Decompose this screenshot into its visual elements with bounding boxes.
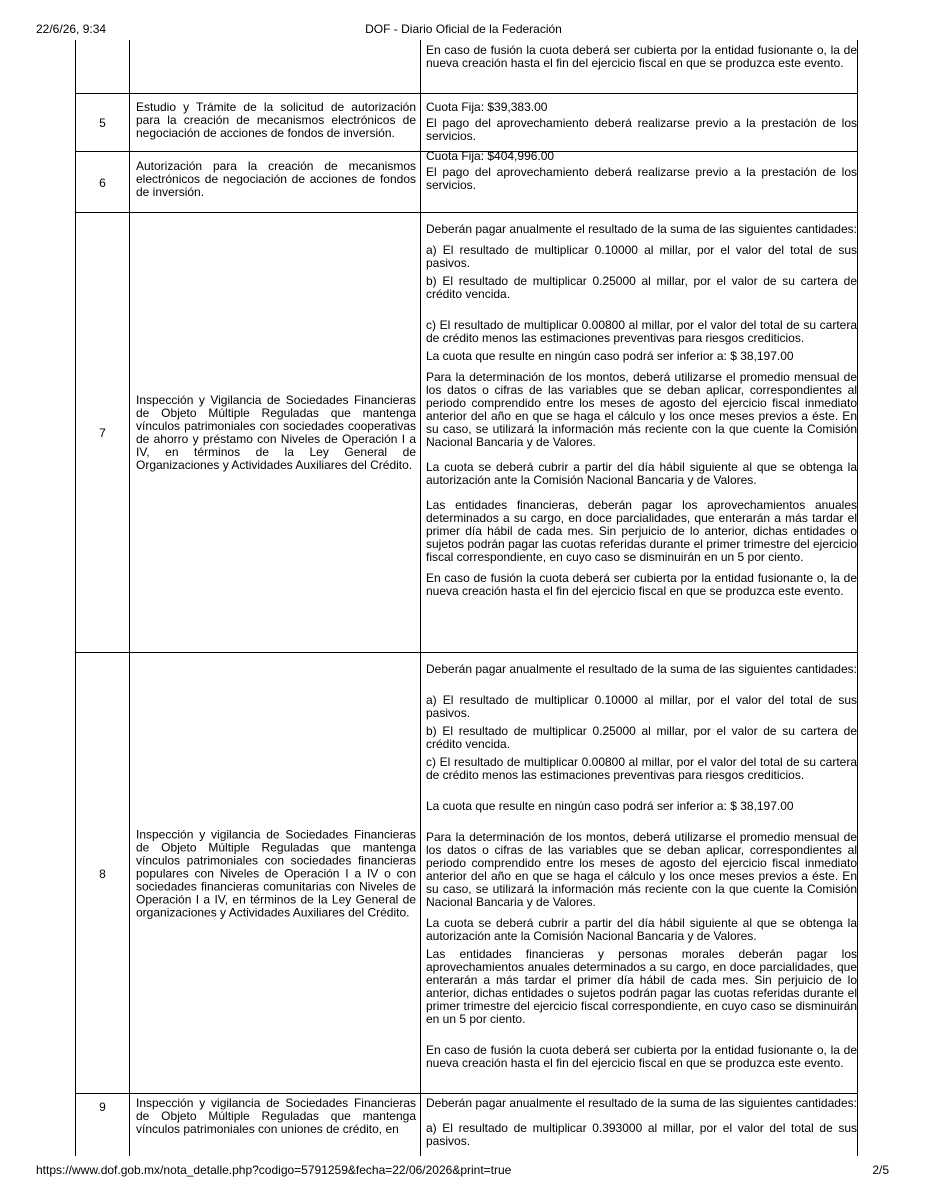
concept-cell (129, 1094, 421, 1156)
concept-text: Estudio y Trámite de la solicitud de autorización para la creación de mecanismos electrónicos de negociación de acciones de fondos de inversión. (136, 100, 416, 140)
table-row (76, 212, 857, 653)
fee-paragraph: Deberán pagar anualmente el resultado de la suma de las siguientes cantidades: (426, 662, 857, 676)
fee-paragraph: En caso de fusión la cuota deberá ser cubierta por la entidad fusionante o, la de nueva creación hasta el fin del ejercicio fiscal en que se produzca este evento. (426, 1043, 857, 1070)
fee-paragraph: Para la determinación de los montos, deberá utilizarse el promedio mensual de los datos o cifras de las variables que se deban aplicar, correspondientes al periodo comprendido entre los meses de agosto del ejercicio fiscal inmediato anterior del año en que se haga el cálculo y los once meses previos a éste. En su caso, se utilizará la información más reciente con la que cuente la Comisión Nacional Bancaria y de Valores. (426, 830, 857, 909)
fee-paragraph: El pago del aprovechamiento deberá realizarse previo a la prestación de los servicios. (426, 116, 857, 143)
concept-text: Inspección y vigilancia de Sociedades Financieras de Objeto Múltiple Reguladas que mantenga vínculos patrimoniales con uniones de crédito, en (136, 1096, 416, 1136)
fee-cell (420, 94, 857, 152)
table-row (76, 151, 857, 213)
row-number: 6 (99, 175, 106, 190)
concept-text: Autorización para la creación de mecanismos electrónicos de negociación de acciones de fondos de inversión. (136, 159, 416, 199)
fee-paragraph: Las entidades financieras, deberán pagar los aprovechamientos anuales determinados a su cargo, en doce parcialidades, que enterarán a más tardar el primer día hábil de cada mes. Sin perjuicio de lo anterior, dichas entidades o sujetos podrán pagar las cuotas referidas durante el primer trimestre del ejercicio fiscal correspondiente, en cuyo caso se disminuirán en un 5 por ciento. (426, 498, 857, 564)
fee-paragraph: La cuota que resulte en ningún caso podrá ser inferior a: $ 38,197.00 (426, 799, 794, 813)
fee-paragraph: La cuota se deberá cubrir a partir del día hábil siguiente al que se obtenga la autorización ante la Comisión Nacional Bancaria y de Valores. (426, 460, 857, 487)
fee-paragraph: Las entidades financieras y personas morales deberán pagar los aprovechamientos anuales determinados a su cargo, en doce parcialidades, que enterarán a más tardar el primer día hábil de cada mes. Sin perjuicio de lo anterior, dichas entidades o sujetos podrán pagar las cuotas referidas durante el primer trimestre del ejercicio fiscal correspondiente, en cuyo caso se disminuirán en un 5 por ciento. (426, 947, 857, 1026)
concept-text: Inspección y vigilancia de Sociedades Financieras de Objeto Múltiple Reguladas que mantenga vínculos patrimoniales con sociedades financieras populares con Niveles de Operación I a IV o con sociedades financieras comunitarias con Niveles de Operación I a IV, en términos de la Ley General de organizaciones y Actividades Auxiliares del Crédito. (136, 827, 416, 919)
fee-cell (420, 1094, 857, 1156)
fee-paragraph: Deberán pagar anualmente el resultado de la suma de las siguientes cantidades: (426, 222, 857, 236)
concept-cell (129, 213, 421, 653)
table-row (76, 93, 857, 152)
fee-paragraph: c) El resultado de multiplicar 0.00800 al millar, por el valor del total de su cartera de crédito menos las estimaciones preventivas para riesgos crediticios. (426, 755, 857, 782)
row-number: 9 (99, 1100, 106, 1114)
table-row (76, 40, 857, 93)
row-number: 5 (99, 116, 106, 130)
row-number: 8 (99, 866, 106, 881)
fee-paragraph: Cuota Fija: $39,383.00 (426, 100, 548, 114)
fee-paragraph: La cuota que resulte en ningún caso podrá ser inferior a: $ 38,197.00 (426, 349, 794, 363)
concept-text: Inspección y Vigilancia de Sociedades Financieras de Objeto Múltiple Reguladas que mantenga vínculos patrimoniales con sociedades cooperativas de ahorro y préstamo con Niveles de Operación I a IV, en términos de la Ley General de Organizaciones y Actividades Auxiliares del Crédito. (136, 393, 416, 472)
fee-paragraph: a) El resultado de multiplicar 0.10000 al millar, por el valor del total de sus pasivos. (426, 243, 857, 270)
fee-paragraph: c) El resultado de multiplicar 0.00800 al millar, por el valor del total de su cartera de crédito menos las estimaciones preventivas para riesgos crediticios. (426, 318, 857, 345)
page-url: https://www.dof.gob.mx/nota_detalle.php?codigo=5791259&fecha=22/06/2026&print=true (36, 1163, 512, 1177)
fee-cell (420, 653, 857, 1094)
fee-paragraph: En caso de fusión la cuota deberá ser cubierta por la entidad fusionante o, la de nueva creación hasta el fin del ejercicio fiscal en que se produzca este evento. (426, 571, 857, 598)
concept-cell (129, 653, 421, 1094)
fee-cell (420, 149, 857, 213)
print-date: 22/6/26, 9:34 (36, 22, 107, 36)
table-row (76, 1093, 857, 1156)
fee-paragraph: b) El resultado de multiplicar 0.25000 al millar, por el valor de su cartera de crédito vencida. (426, 724, 857, 751)
fee-cell (420, 40, 857, 93)
fee-paragraph: Deberán pagar anualmente el resultado de la suma de las siguientes cantidades: (426, 1096, 857, 1110)
fee-paragraph: Para la determinación de los montos, deberá utilizarse el promedio mensual de los datos o cifras de las variables que se deban aplicar, correspondientes al periodo comprendido entre los meses de agosto del ejercicio fiscal inmediato anterior del año en que se haga el cálculo y los once meses previos a éste. En su caso, se utilizará la información más reciente con la que cuente la Comisión Nacional Bancaria y de Valores. (426, 370, 857, 449)
concept-cell (129, 94, 421, 152)
page-title: DOF - Diario Oficial de la Federación (365, 22, 562, 36)
fee-paragraph: b) El resultado de multiplicar 0.25000 al millar, por el valor de su cartera de crédito vencida. (426, 274, 857, 301)
row-number: 7 (99, 426, 106, 440)
fees-table (75, 40, 858, 1156)
page-number: 2/5 (872, 1163, 889, 1177)
concept-cell (129, 40, 421, 93)
concept-cell (129, 152, 421, 213)
fee-cell (420, 213, 857, 653)
table-row (76, 652, 857, 1094)
fee-paragraph: a) El resultado de multiplicar 0.10000 al millar, por el valor del total de sus pasivos. (426, 693, 857, 720)
fee-paragraph: Cuota Fija: $404,996.00 (426, 149, 555, 163)
fee-paragraph: El pago del aprovechamiento deberá realizarse previo a la prestación de los servicios. (426, 165, 857, 192)
fee-paragraph: a) El resultado de multiplicar 0.393000 al millar, por el valor del total de sus pasivos. (426, 1121, 857, 1148)
fee-paragraph: La cuota se deberá cubrir a partir del día hábil siguiente al que se obtenga la autorización ante la Comisión Nacional Bancaria y de Valores. (426, 916, 857, 943)
fee-paragraph: En caso de fusión la cuota deberá ser cubierta por la entidad fusionante o, la de nueva creación hasta el fin del ejercicio fiscal en que se produzca este evento. (426, 43, 857, 70)
row-number (76, 40, 129, 93)
